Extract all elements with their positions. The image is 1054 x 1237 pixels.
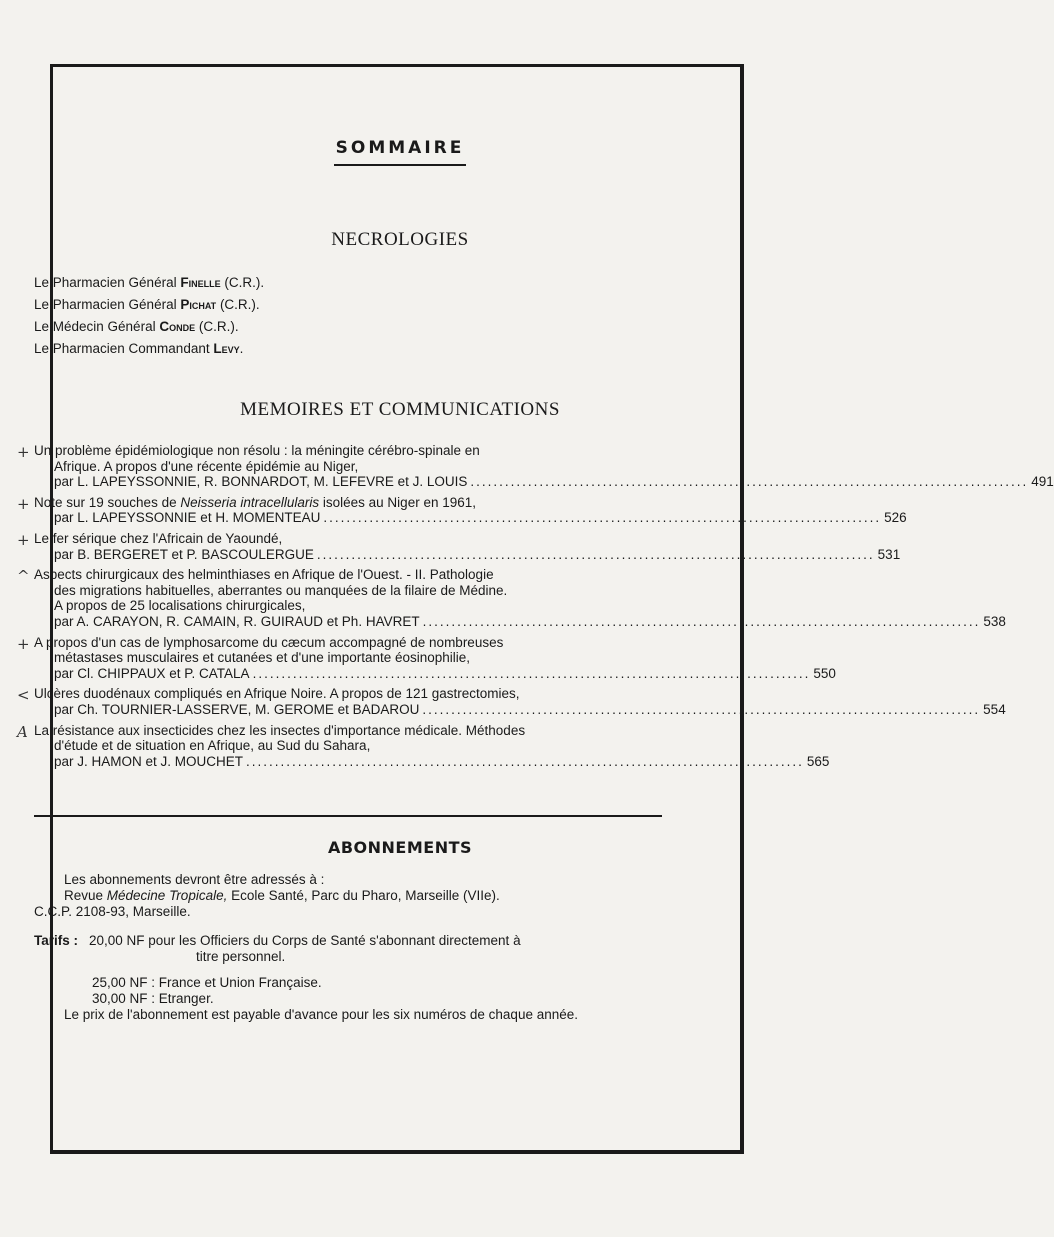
page-number: 538 xyxy=(983,613,1006,629)
handwritten-mark: < xyxy=(17,686,30,705)
necrologies-title: NECROLOGIES xyxy=(331,229,469,250)
handwritten-mark: + xyxy=(17,530,30,549)
tarif-etranger: 30,00 NF : Etranger. xyxy=(92,991,214,1006)
abonnements-section xyxy=(34,872,662,1023)
tarifs-label: Tarifs : xyxy=(34,933,79,948)
necrology-item: Le Médecin Général Conde (C.R.). xyxy=(34,319,239,334)
abonnements-intro: Les abonnements devront être adressés à : xyxy=(64,872,325,887)
article-authors: par B. BERGERET et P. BASCOULERGUE xyxy=(54,546,314,562)
page-number: 531 xyxy=(877,546,901,562)
article-entry[interactable]: < Ulcères duodénaux compliqués en Afrique Noire. A propos de 121 gastrectomies, par Ch. TOURNIER-LASSERVE, M. GEROME et BADAROU ................................................................................................. 554 xyxy=(17,686,1006,717)
article-authors: par L. LAPEYSSONNIE, R. BONNARDOT, M. LEFEVRE et J. LOUIS xyxy=(54,474,468,490)
revue-address: Revue Médecine Tropicale, Ecole Santé, Parc du Pharo, Marseille (VIIe). xyxy=(64,888,500,903)
article-entry[interactable]: + Un problème épidémiologique non résolu : la méningite cérébro-spinale en Afrique. A propos d'une récente épidémie au Niger, par L. LAPEYSSONNIE, R. BONNARDOT, M. LEFEVRE et J. LOUIS ................................................................................................. 491 xyxy=(17,443,1054,490)
memoires-title: MEMOIRES ET COMMUNICATIONS xyxy=(240,399,560,420)
page-number: 550 xyxy=(813,665,836,681)
abonnements-title: ABONNEMENTS xyxy=(327,838,473,857)
handwritten-mark: + xyxy=(17,634,30,653)
tarifs-block: Tarifs : 20,00 NF pour les Officiers du Corps de Santé s'abonnant directement à titre personnel. xyxy=(34,933,662,965)
necrology-item: Le Pharmacien Commandant Levy. xyxy=(34,341,244,356)
page-number: 526 xyxy=(884,510,907,526)
article-entry[interactable]: + A propos d'un cas de lymphosarcome du cæcum accompagné de nombreuses métastases musculaires et cutanées et d'une importante éosinophilie, par Cl. CHIPPAUX et P. CATALA ................................................................................................. 550 xyxy=(17,634,836,681)
page-number: 565 xyxy=(806,753,830,769)
article-entry[interactable]: ^ Aspects chirurgicaux des helminthiases en Afrique de l'Ouest. - II. Pathologie des migrations habituelles, aberrantes ou manquées de la filaire de Médine. A propos de 25 localisations chirurgicales, par A. CARAYON, R. CAMAIN, R. GUIRAUD et Ph. HAVRET ................................................................................................. 538 xyxy=(17,567,1006,629)
handwritten-mark: ^ xyxy=(17,567,30,586)
sommaire-title: SOMMAIRE xyxy=(334,138,467,166)
ccp-line: C.C.P. 2108-93, Marseille. xyxy=(34,904,191,919)
tarif-officiers: 20,00 NF pour les Officiers du Corps de Santé s'abonnant directement à xyxy=(89,933,521,948)
page-number: 554 xyxy=(983,701,1006,717)
necrologies-list xyxy=(34,272,264,360)
handwritten-mark: + xyxy=(17,494,30,513)
article-authors: par Ch. TOURNIER-LASSERVE, M. GEROME et BADAROU xyxy=(54,701,420,717)
article-authors: par L. LAPEYSSONNIE et H. MOMENTEAU xyxy=(54,510,321,526)
article-entry[interactable]: + Le fer sérique chez l'Africain de Yaoundé, par B. BERGERET et P. BASCOULERGUE ................................................................................................. 531 xyxy=(17,530,901,562)
sommaire-heading xyxy=(0,138,800,166)
article-authors: par Cl. CHIPPAUX et P. CATALA xyxy=(54,665,250,681)
article-authors: par J. HAMON et J. MOUCHET xyxy=(54,753,244,769)
handwritten-mark: A xyxy=(17,722,28,741)
necrology-item: Le Pharmacien Général Finelle (C.R.). xyxy=(34,275,265,290)
necrology-item: Le Pharmacien Général Pichat (C.R.). xyxy=(34,297,260,312)
article-authors: par A. CARAYON, R. CAMAIN, R. GUIRAUD et Ph. HAVRET xyxy=(54,613,420,629)
tarif-france: 25,00 NF : France et Union Française. xyxy=(92,975,322,990)
article-entry[interactable]: + Note sur 19 souches de Neisseria intracellularis isolées au Niger en 1961, par L. LAPEYSSONNIE et H. MOMENTEAU ................................................................................................. 526 xyxy=(17,494,907,526)
payment-note: Le prix de l'abonnement est payable d'avance pour les six numéros de chaque année. xyxy=(64,1007,578,1022)
handwritten-mark: + xyxy=(17,443,30,461)
memoires-list xyxy=(17,443,1054,774)
section-divider xyxy=(34,815,662,817)
article-entry[interactable]: A La résistance aux insecticides chez les insectes d'importance médicale. Méthodes d'étude et de situation en Afrique, au Sud du Sahara, par J. HAMON et J. MOUCHET ................................................................................................. 565 xyxy=(17,722,830,769)
page-number: 491 xyxy=(1031,474,1054,490)
